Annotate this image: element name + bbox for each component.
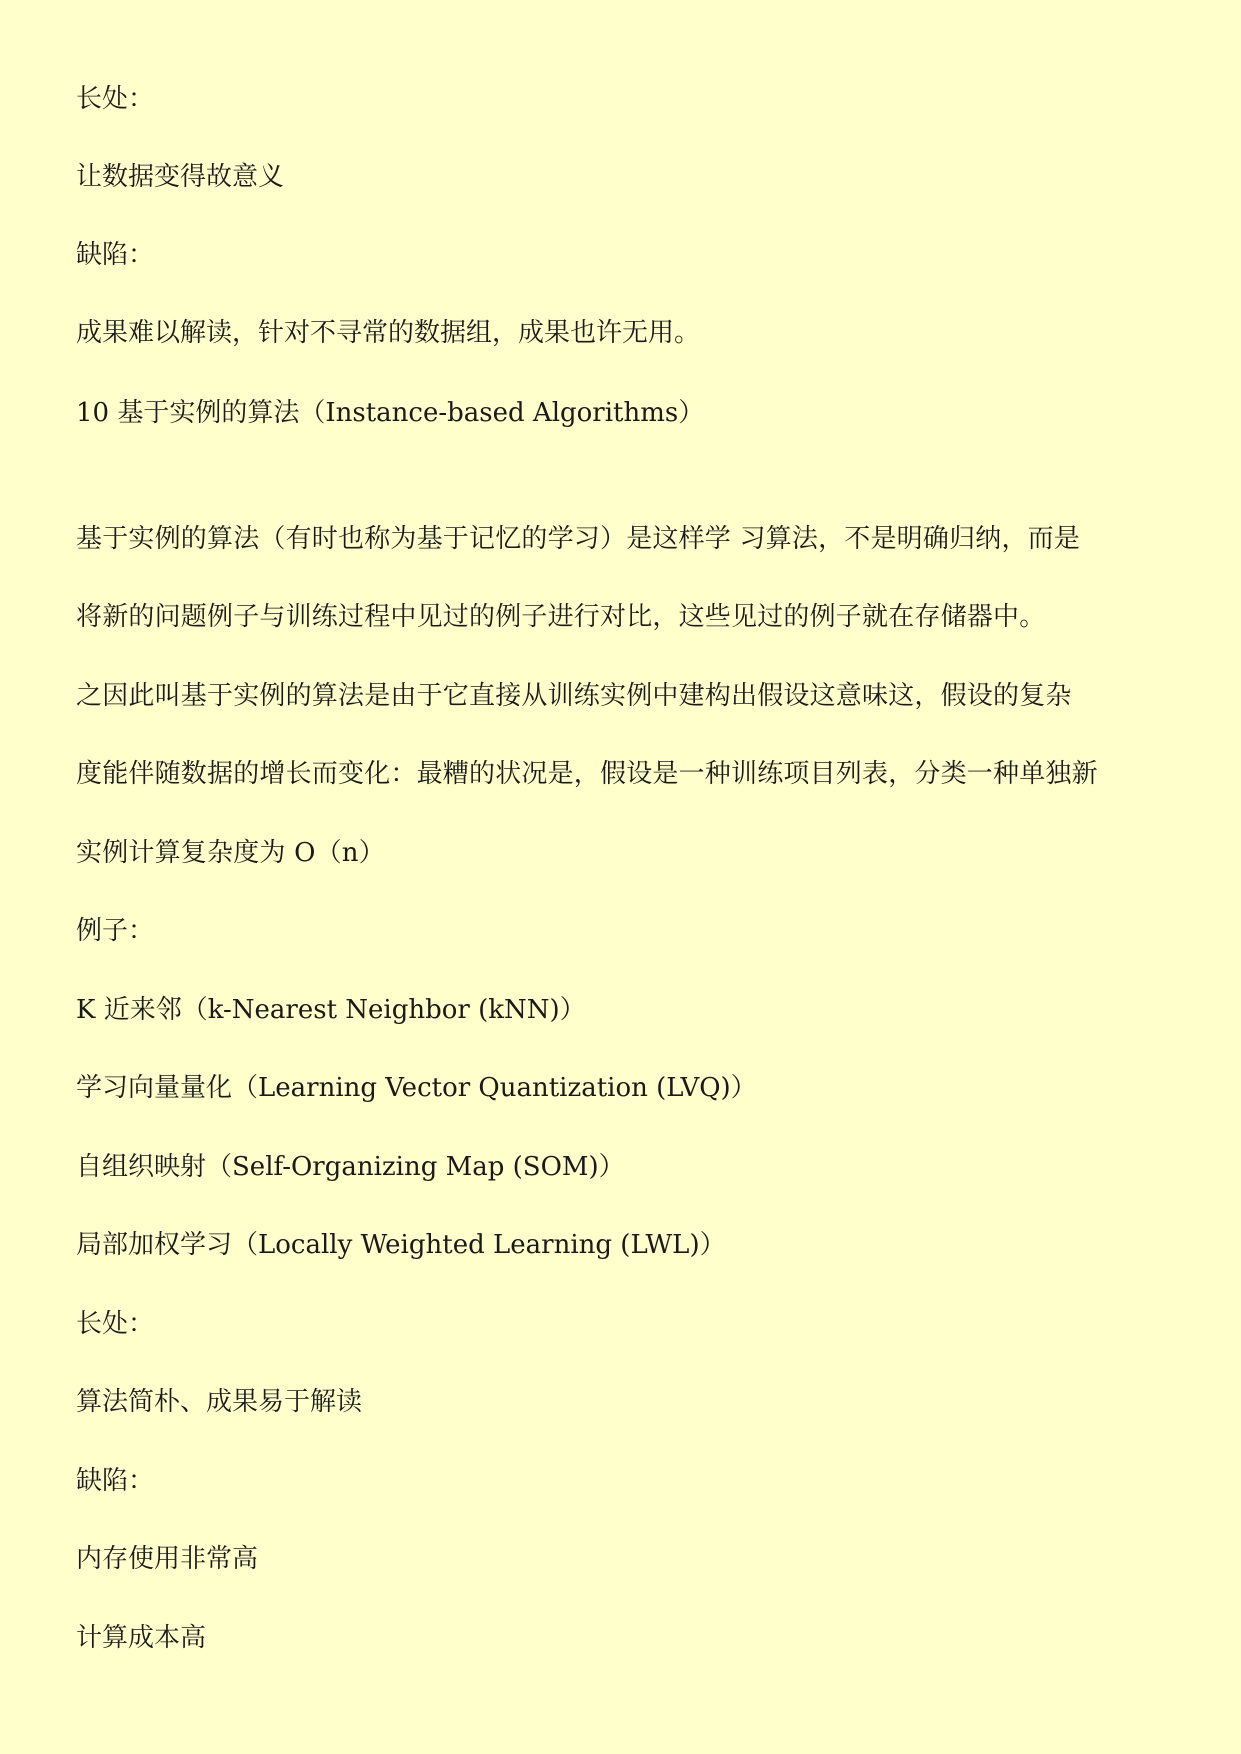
strengths-label: 长处： bbox=[76, 84, 155, 114]
paragraph-line: 将新的问题例子与训练过程中见过的例子进行对比，这些见过的例子就在存储器中。 bbox=[76, 602, 1046, 632]
weakness-item: 计算成本高 bbox=[76, 1623, 207, 1653]
weakness-item: 内存使用非常高 bbox=[76, 1544, 259, 1574]
example-item: 局部加权学习（Locally Weighted Learning (LWL)） bbox=[76, 1230, 726, 1260]
paragraph-line: 基于实例的算法（有时也称为基于记忆的学习）是这样学 习算法，不是明确归纳，而是 bbox=[76, 524, 1081, 554]
paragraph-line: 之因此叫基于实例的算法是由于它直接从训练实例中建构出假设这意味这，假设的复杂 bbox=[76, 681, 1072, 711]
example-item: K 近来邻（k-Nearest Neighbor (kNN)） bbox=[76, 995, 586, 1025]
weaknesses-label: 缺陷： bbox=[76, 240, 155, 270]
weaknesses-text: 成果难以解读，针对不寻常的数据组，成果也许无用。 bbox=[76, 318, 701, 348]
examples-label: 例子： bbox=[76, 916, 155, 946]
weaknesses-label: 缺陷： bbox=[76, 1466, 155, 1496]
paragraph-line: 度能伴随数据的增长而变化：最糟的状况是，假设是一种训练项目列表，分类一种单独新 bbox=[76, 759, 1098, 789]
example-item: 学习向量量化（Learning Vector Quantization (LVQ)） bbox=[76, 1073, 757, 1103]
strengths-label: 长处： bbox=[76, 1309, 155, 1339]
strengths-text: 让数据变得故意义 bbox=[76, 162, 285, 192]
example-item: 自组织映射（Self-Organizing Map (SOM)） bbox=[76, 1152, 625, 1182]
strengths-text: 算法简朴、成果易于解读 bbox=[76, 1387, 363, 1417]
paragraph-line: 实例计算复杂度为 O（n） bbox=[76, 838, 385, 868]
section-heading: 10 基于实例的算法（Instance-based Algorithms） bbox=[76, 398, 705, 428]
